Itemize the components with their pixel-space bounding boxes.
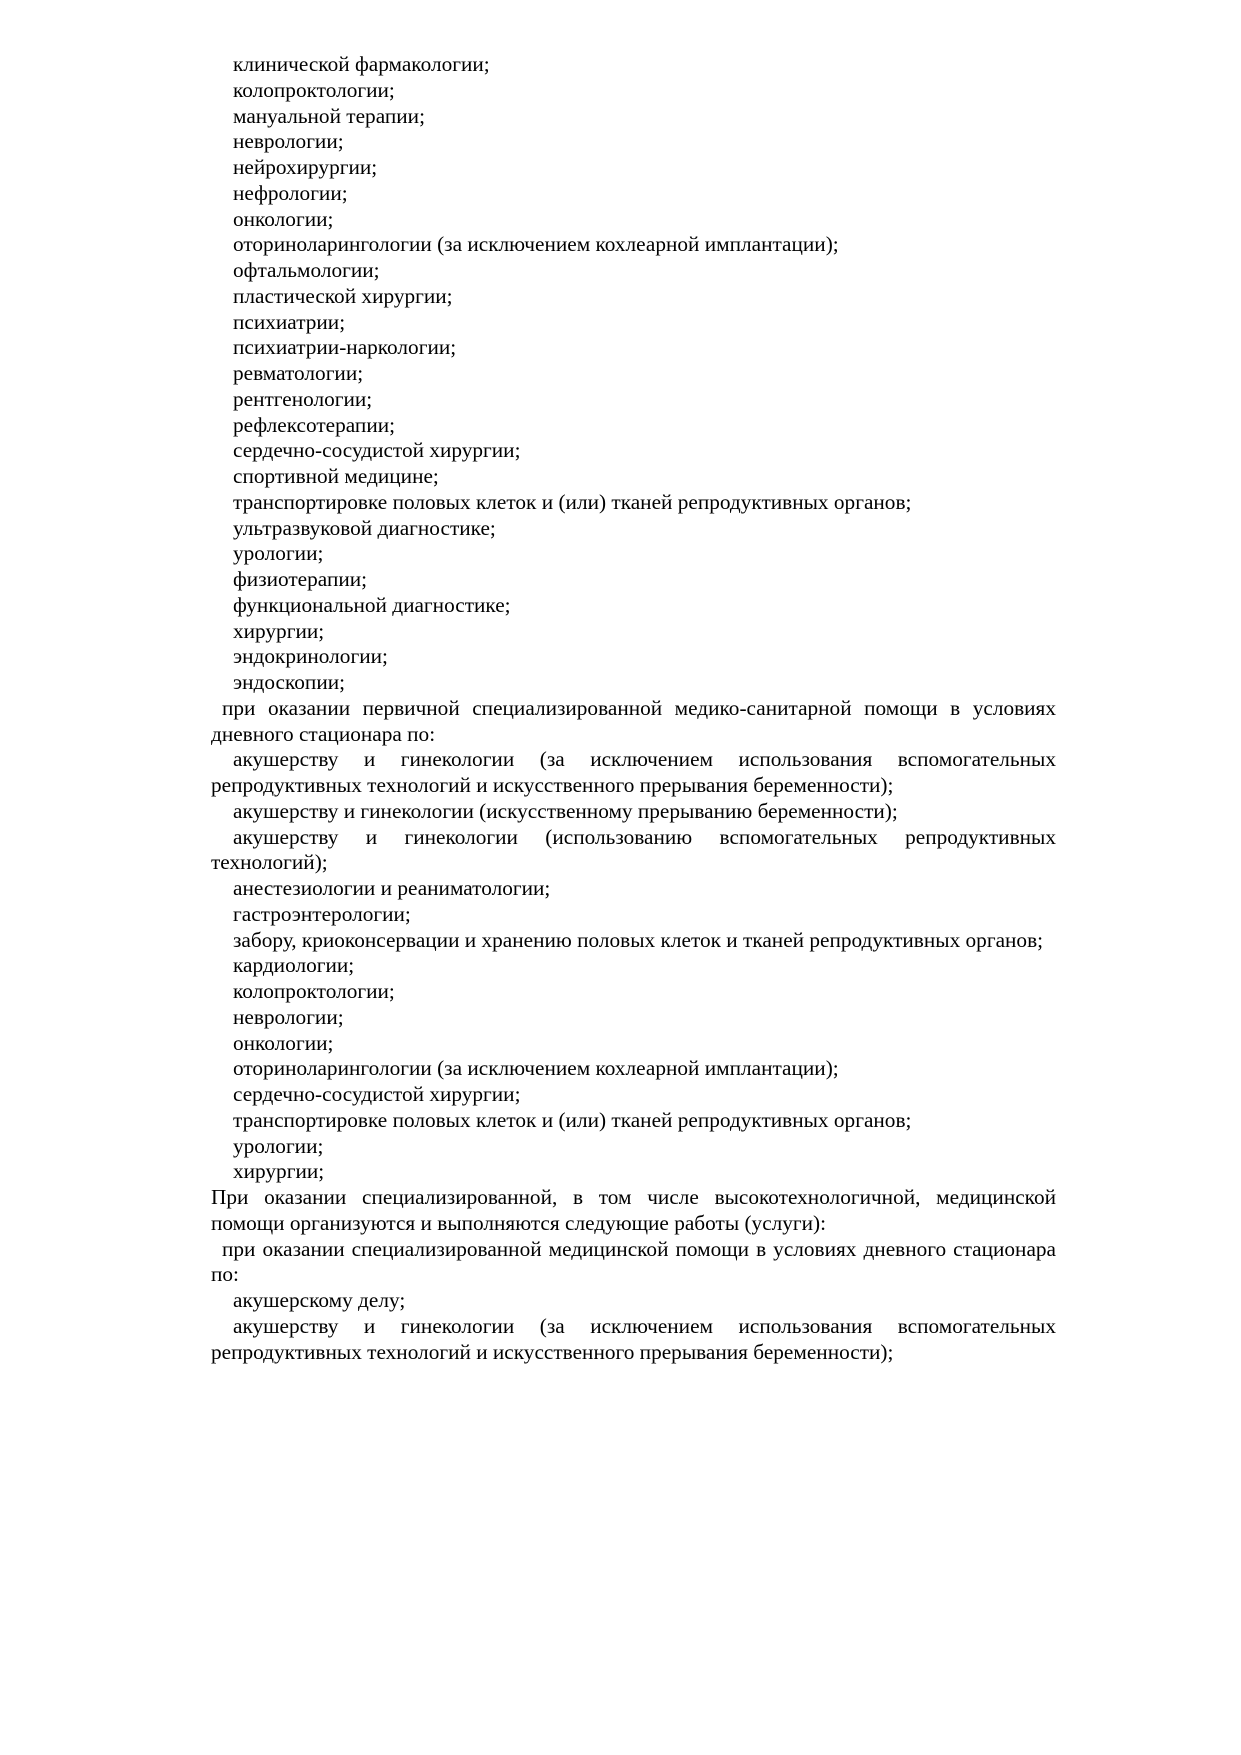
- document-paragraph: неврологии;: [233, 1004, 344, 1029]
- document-paragraph: ультразвуковой диагностике;: [233, 515, 496, 540]
- document-paragraph: транспортировке половых клеток и (или) тканей репродуктивных органов;: [233, 489, 912, 514]
- document-paragraph: урологии;: [233, 541, 324, 566]
- document-paragraph: пластической хирургии;: [233, 283, 453, 308]
- document-paragraph: эндокринологии;: [233, 644, 388, 669]
- document-paragraph: акушерству и гинекологии (искусственному прерыванию беременности);: [233, 798, 898, 823]
- document-paragraph: физиотерапии;: [233, 567, 368, 591]
- document-paragraph: забору, криоконсервации и хранению половых клеток и тканей репродуктивных органов;: [233, 927, 1044, 952]
- document-paragraph: колопроктологии;: [233, 77, 395, 102]
- document-paragraph: сердечно-сосудистой хирургии;: [233, 438, 521, 463]
- document-paragraph: акушерству и гинекологии (за исключением использования вспомогательных репродуктивных технологий и искусственного прерывания беременности);: [211, 747, 1056, 797]
- document-paragraph: психиатрии;: [233, 309, 346, 334]
- document-paragraph: функциональной диагностике;: [233, 592, 511, 617]
- document-page: [211, 52, 1056, 1365]
- document-paragraph: оториноларингологии (за исключением кохлеарной имплантации);: [233, 1056, 839, 1081]
- document-paragraph: неврологии;: [233, 129, 344, 154]
- document-paragraph: транспортировке половых клеток и (или) тканей репродуктивных органов;: [233, 1107, 912, 1132]
- document-paragraph: хирургии;: [233, 618, 325, 643]
- document-paragraph: клинической фармакологии;: [233, 52, 490, 76]
- document-paragraph: хирургии;: [233, 1159, 325, 1184]
- document-paragraph: кардиологии;: [233, 953, 355, 978]
- document-paragraph: анестезиологии и реаниматологии;: [233, 876, 551, 900]
- document-paragraph: нейрохирургии;: [233, 155, 378, 179]
- document-paragraph: ревматологии;: [233, 361, 364, 385]
- document-paragraph: акушерскому делу;: [233, 1288, 406, 1312]
- document-paragraph: сердечно-сосудистой хирургии;: [233, 1082, 521, 1106]
- document-paragraph: гастроэнтерологии;: [233, 901, 411, 926]
- document-paragraph: онкологии;: [233, 1030, 334, 1055]
- document-paragraph: рефлексотерапии;: [233, 412, 396, 437]
- document-paragraph: колопроктологии;: [233, 979, 395, 1003]
- document-paragraph: урологии;: [233, 1133, 324, 1158]
- document-paragraph: при оказании первичной специализированной медико-санитарной помощи в условиях дневного стационара по:: [211, 695, 1056, 746]
- document-paragraph: при оказании специализированной медицинской помощи в условиях дневного стационара по:: [211, 1236, 1056, 1287]
- document-paragraph: мануальной терапии;: [233, 103, 425, 128]
- document-paragraph: При оказании специализированной, в том числе высокотехнологичной, медицинской помощи организуются и выполняются следующие работы (услуги):: [211, 1185, 1056, 1235]
- document-paragraph: психиатрии-наркологии;: [233, 335, 457, 360]
- document-paragraph: спортивной медицине;: [233, 464, 439, 488]
- document-paragraph: эндоскопии;: [233, 670, 346, 694]
- document-paragraph: акушерству и гинекологии (использованию вспомогательных репродуктивных технологий);: [211, 824, 1056, 875]
- document-paragraph: оториноларингологии (за исключением кохлеарной имплантации);: [233, 232, 839, 257]
- document-paragraph: рентгенологии;: [233, 386, 373, 411]
- document-paragraph: онкологии;: [233, 206, 334, 231]
- document-paragraph: нефрологии;: [233, 180, 348, 205]
- document-paragraph: акушерству и гинекологии (за исключением использования вспомогательных репродуктивных технологий и искусственного прерывания беременности);: [211, 1313, 1056, 1364]
- document-paragraph: офтальмологии;: [233, 258, 380, 282]
